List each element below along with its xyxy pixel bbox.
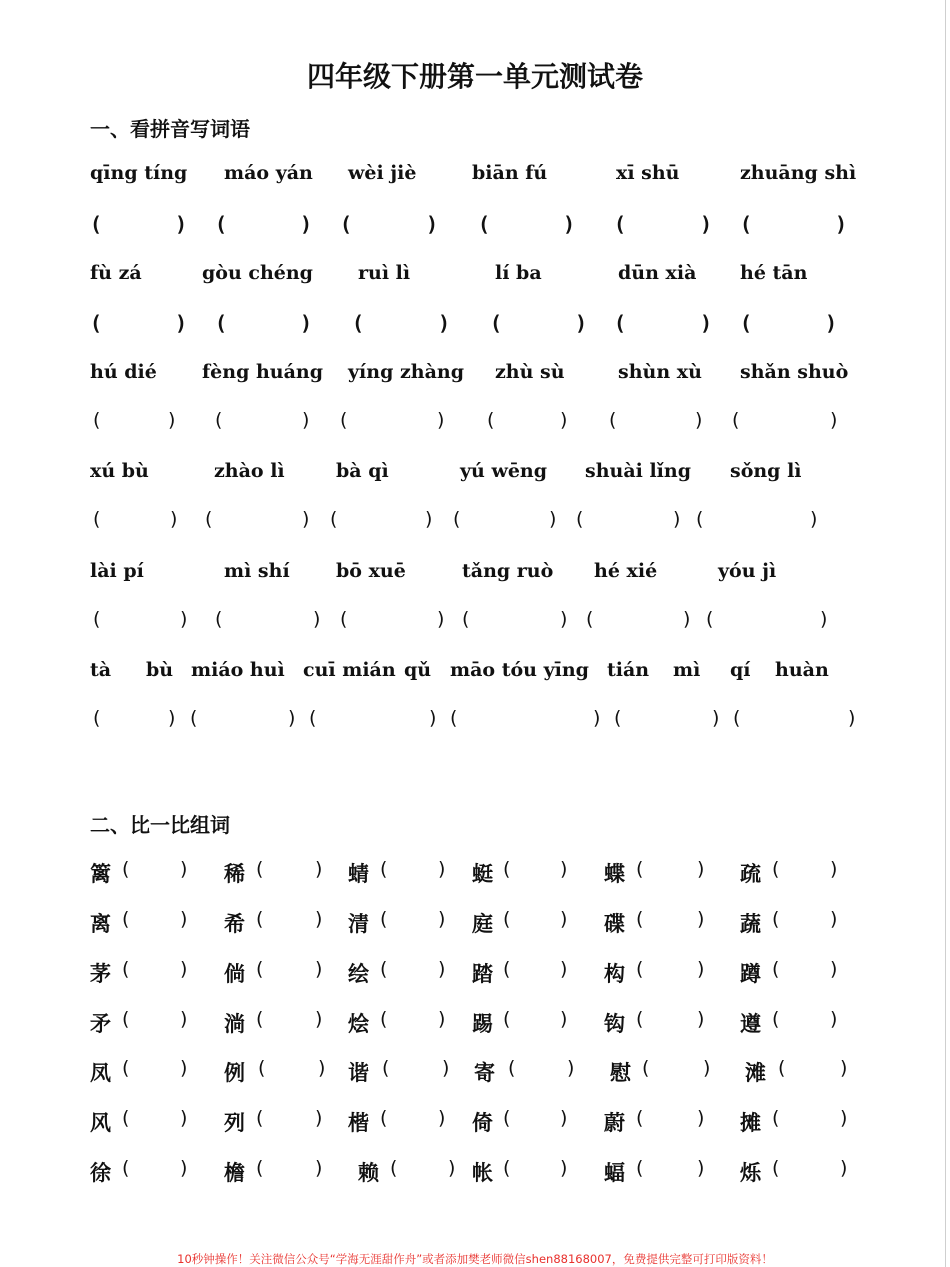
close-paren: ) [560, 958, 568, 980]
pinyin-word: yóu jì [718, 560, 777, 582]
word-row-5 [0, 1057, 950, 1087]
pinyin-word: xī shū [616, 162, 680, 184]
open-paren: ( [772, 908, 780, 930]
close-paren: ) [438, 1107, 446, 1129]
char: 蔬 [740, 912, 761, 936]
close-paren: ) [697, 1008, 705, 1030]
close-paren: ) [175, 212, 188, 236]
pinyin-word: māo tóu yīng [450, 659, 589, 681]
open-paren: ( [636, 858, 644, 880]
pinyin-row-2 [0, 262, 950, 292]
close-paren: ) [697, 1107, 705, 1129]
open-paren: ( [382, 1057, 390, 1079]
char: 希 [224, 912, 245, 936]
close-paren: ) [318, 1057, 326, 1079]
close-paren: ) [593, 707, 601, 729]
open-paren: ( [503, 1008, 511, 1030]
open-paren: ( [636, 1107, 644, 1129]
pinyin-word: fèng huáng [202, 361, 324, 383]
pinyin-word: ruì lì [358, 262, 411, 284]
close-paren: ) [313, 608, 321, 630]
open-paren: ( [772, 1008, 780, 1030]
pinyin-row-1 [0, 162, 950, 192]
char: 离 [90, 912, 111, 936]
close-paren: ) [426, 212, 439, 236]
open-paren: ( [380, 1008, 388, 1030]
answer-row-1 [0, 212, 950, 242]
close-paren: ) [438, 908, 446, 930]
open-paren: ( [503, 908, 511, 930]
answer-row-4 [0, 508, 950, 538]
open-paren: ( [490, 311, 503, 335]
open-paren: ( [93, 707, 101, 729]
open-paren: ( [609, 409, 617, 431]
close-paren: ) [315, 858, 323, 880]
pinyin-word: tián [607, 659, 650, 681]
open-paren: ( [93, 508, 101, 530]
close-paren: ) [180, 958, 188, 980]
char: 寄 [474, 1061, 495, 1085]
close-paren: ) [438, 311, 451, 335]
open-paren: ( [614, 707, 622, 729]
close-paren: ) [180, 1107, 188, 1129]
pinyin-word: tǎng ruò [462, 560, 554, 582]
close-paren: ) [695, 409, 703, 431]
close-paren: ) [315, 1157, 323, 1179]
pinyin-word: bù [146, 659, 174, 681]
open-paren: ( [90, 212, 103, 236]
open-paren: ( [122, 1057, 130, 1079]
char: 倘 [224, 962, 245, 986]
char: 风 [90, 1111, 111, 1135]
open-paren: ( [503, 1107, 511, 1129]
pinyin-row-6 [0, 659, 950, 689]
char: 帐 [472, 1161, 493, 1185]
answer-row-6 [0, 707, 950, 737]
close-paren: ) [560, 608, 568, 630]
open-paren: ( [487, 409, 495, 431]
open-paren: ( [778, 1057, 786, 1079]
pinyin-word: lài pí [90, 560, 144, 582]
open-paren: ( [740, 311, 753, 335]
open-paren: ( [205, 508, 213, 530]
close-paren: ) [560, 1008, 568, 1030]
char: 遵 [740, 1012, 761, 1036]
answer-row-5 [0, 608, 950, 638]
close-paren: ) [437, 608, 445, 630]
pinyin-word: zhù sù [495, 361, 565, 383]
word-row-1 [0, 858, 950, 888]
close-paren: ) [835, 212, 848, 236]
open-paren: ( [450, 707, 458, 729]
char: 檐 [224, 1161, 245, 1185]
section2-heading: 二、比一比组词 [90, 813, 230, 837]
close-paren: ) [840, 1057, 848, 1079]
pinyin-word: qīng tíng [90, 162, 188, 184]
answer-row-2 [0, 311, 950, 341]
pinyin-word: lí ba [495, 262, 542, 284]
open-paren: ( [256, 1157, 264, 1179]
char: 蹲 [740, 962, 761, 986]
open-paren: ( [636, 958, 644, 980]
open-paren: ( [772, 1107, 780, 1129]
close-paren: ) [180, 1008, 188, 1030]
open-paren: ( [732, 409, 740, 431]
open-paren: ( [122, 858, 130, 880]
open-paren: ( [576, 508, 584, 530]
close-paren: ) [302, 409, 310, 431]
char: 徐 [90, 1161, 111, 1185]
close-paren: ) [697, 1157, 705, 1179]
close-paren: ) [830, 409, 838, 431]
close-paren: ) [560, 858, 568, 880]
char: 疏 [740, 862, 761, 886]
close-paren: ) [180, 608, 188, 630]
char: 摊 [740, 1111, 761, 1135]
close-paren: ) [703, 1057, 711, 1079]
char: 慰 [610, 1061, 631, 1085]
pinyin-word: yú wēng [460, 460, 548, 482]
pinyin-word: hú dié [90, 361, 157, 383]
pinyin-word: mì [673, 659, 701, 681]
close-paren: ) [180, 1157, 188, 1179]
close-paren: ) [810, 508, 818, 530]
open-paren: ( [256, 958, 264, 980]
close-paren: ) [560, 409, 568, 431]
section1-heading: 一、看拼音写词语 [90, 117, 250, 141]
open-paren: ( [93, 409, 101, 431]
close-paren: ) [168, 409, 176, 431]
pinyin-word: hé tān [740, 262, 808, 284]
open-paren: ( [453, 508, 461, 530]
close-paren: ) [560, 1157, 568, 1179]
close-paren: ) [567, 1057, 575, 1079]
pinyin-word: yíng zhàng [348, 361, 464, 383]
close-paren: ) [315, 1008, 323, 1030]
open-paren: ( [503, 1157, 511, 1179]
open-paren: ( [122, 958, 130, 980]
pinyin-word: zhào lì [214, 460, 285, 482]
close-paren: ) [288, 707, 296, 729]
pinyin-word: zhuāng shì [740, 162, 857, 184]
pinyin-word: qí [730, 659, 751, 681]
char: 倚 [472, 1111, 493, 1135]
close-paren: ) [683, 608, 691, 630]
pinyin-word: qǔ [404, 659, 432, 681]
close-paren: ) [170, 508, 178, 530]
char: 列 [224, 1111, 245, 1135]
close-paren: ) [442, 1057, 450, 1079]
close-paren: ) [825, 311, 838, 335]
char: 烩 [348, 1012, 369, 1036]
pinyin-row-4 [0, 460, 950, 490]
char: 篱 [90, 862, 111, 886]
word-row-4 [0, 1008, 950, 1038]
pinyin-word: sǒng lì [730, 460, 802, 482]
open-paren: ( [636, 1008, 644, 1030]
char: 楷 [348, 1111, 369, 1135]
open-paren: ( [215, 608, 223, 630]
open-paren: ( [696, 508, 704, 530]
close-paren: ) [830, 858, 838, 880]
char: 滩 [745, 1061, 766, 1085]
close-paren: ) [315, 958, 323, 980]
close-paren: ) [549, 508, 557, 530]
answer-row-3 [0, 409, 950, 439]
close-paren: ) [820, 608, 828, 630]
open-paren: ( [740, 212, 753, 236]
pinyin-word: hé xié [594, 560, 658, 582]
open-paren: ( [733, 707, 741, 729]
open-paren: ( [122, 1157, 130, 1179]
pinyin-word: bō xuē [336, 560, 406, 582]
char: 矛 [90, 1012, 111, 1036]
open-paren: ( [340, 608, 348, 630]
close-paren: ) [560, 908, 568, 930]
open-paren: ( [503, 958, 511, 980]
close-paren: ) [712, 707, 720, 729]
close-paren: ) [560, 1107, 568, 1129]
close-paren: ) [563, 212, 576, 236]
pinyin-row-5 [0, 560, 950, 590]
close-paren: ) [302, 508, 310, 530]
char: 蜻 [348, 862, 369, 886]
open-paren: ( [390, 1157, 398, 1179]
open-paren: ( [642, 1057, 650, 1079]
close-paren: ) [830, 1008, 838, 1030]
char: 淌 [224, 1012, 245, 1036]
open-paren: ( [258, 1057, 266, 1079]
pinyin-word: biān fú [472, 162, 548, 184]
close-paren: ) [840, 1107, 848, 1129]
pinyin-word: fù zá [90, 262, 142, 284]
close-paren: ) [438, 858, 446, 880]
open-paren: ( [93, 608, 101, 630]
open-paren: ( [462, 608, 470, 630]
open-paren: ( [330, 508, 338, 530]
char: 清 [348, 912, 369, 936]
open-paren: ( [380, 908, 388, 930]
char: 踢 [472, 1012, 493, 1036]
pinyin-word: shǎn shuò [740, 361, 849, 383]
close-paren: ) [697, 858, 705, 880]
char: 钩 [604, 1012, 625, 1036]
char: 烁 [740, 1161, 761, 1185]
pinyin-word: máo yán [224, 162, 313, 184]
pinyin-word: dūn xià [618, 262, 697, 284]
close-paren: ) [315, 1107, 323, 1129]
open-paren: ( [478, 212, 491, 236]
open-paren: ( [256, 858, 264, 880]
char: 蝠 [604, 1161, 625, 1185]
open-paren: ( [340, 212, 353, 236]
char: 绘 [348, 962, 369, 986]
char: 稀 [224, 862, 245, 886]
open-paren: ( [215, 409, 223, 431]
char: 庭 [472, 912, 493, 936]
close-paren: ) [438, 958, 446, 980]
open-paren: ( [215, 311, 228, 335]
pinyin-word: wèi jiè [348, 162, 417, 184]
open-paren: ( [614, 311, 627, 335]
char: 例 [224, 1061, 245, 1085]
pinyin-word: gòu chéng [202, 262, 313, 284]
pinyin-word: huàn [775, 659, 829, 681]
close-paren: ) [697, 908, 705, 930]
open-paren: ( [122, 1107, 130, 1129]
char: 蝶 [604, 862, 625, 886]
close-paren: ) [673, 508, 681, 530]
open-paren: ( [636, 908, 644, 930]
open-paren: ( [772, 1157, 780, 1179]
open-paren: ( [772, 858, 780, 880]
word-row-3 [0, 958, 950, 988]
close-paren: ) [437, 409, 445, 431]
close-paren: ) [840, 1157, 848, 1179]
word-row-2 [0, 908, 950, 938]
close-paren: ) [697, 958, 705, 980]
pinyin-word: mì shí [224, 560, 290, 582]
char: 蜓 [472, 862, 493, 886]
close-paren: ) [425, 508, 433, 530]
open-paren: ( [503, 858, 511, 880]
open-paren: ( [122, 1008, 130, 1030]
char: 踏 [472, 962, 493, 986]
close-paren: ) [830, 908, 838, 930]
close-paren: ) [175, 311, 188, 335]
open-paren: ( [90, 311, 103, 335]
open-paren: ( [380, 958, 388, 980]
open-paren: ( [380, 1107, 388, 1129]
word-row-7 [0, 1157, 950, 1187]
close-paren: ) [830, 958, 838, 980]
open-paren: ( [586, 608, 594, 630]
close-paren: ) [438, 1008, 446, 1030]
char: 谐 [348, 1061, 369, 1085]
open-paren: ( [256, 908, 264, 930]
pinyin-word: bà qì [336, 460, 389, 482]
close-paren: ) [700, 212, 713, 236]
char: 茅 [90, 962, 111, 986]
promo-footer: 10秒钟操作！关注微信公众号“学海无涯甜作舟”或者添加樊老师微信shen88168007，免费提供完整可打印版资料！ [177, 1252, 773, 1266]
open-paren: ( [636, 1157, 644, 1179]
open-paren: ( [380, 858, 388, 880]
close-paren: ) [180, 1057, 188, 1079]
open-paren: ( [352, 311, 365, 335]
open-paren: ( [309, 707, 317, 729]
pinyin-word: shùn xù [618, 361, 702, 383]
close-paren: ) [180, 908, 188, 930]
char: 构 [604, 962, 625, 986]
pinyin-word: cuī mián [303, 659, 396, 681]
open-paren: ( [215, 212, 228, 236]
pinyin-row-3 [0, 361, 950, 391]
pinyin-word: shuài lǐng [585, 460, 692, 482]
open-paren: ( [772, 958, 780, 980]
word-row-6 [0, 1107, 950, 1137]
open-paren: ( [340, 409, 348, 431]
close-paren: ) [448, 1157, 456, 1179]
page-title: 四年级下册第一单元测试卷 [306, 60, 643, 93]
close-paren: ) [168, 707, 176, 729]
close-paren: ) [848, 707, 856, 729]
open-paren: ( [256, 1107, 264, 1129]
close-paren: ) [429, 707, 437, 729]
close-paren: ) [575, 311, 588, 335]
close-paren: ) [700, 311, 713, 335]
open-paren: ( [256, 1008, 264, 1030]
close-paren: ) [300, 212, 313, 236]
open-paren: ( [614, 212, 627, 236]
open-paren: ( [122, 908, 130, 930]
close-paren: ) [180, 858, 188, 880]
pinyin-word: xú bù [90, 460, 149, 482]
open-paren: ( [706, 608, 714, 630]
close-paren: ) [300, 311, 313, 335]
open-paren: ( [190, 707, 198, 729]
char: 碟 [604, 912, 625, 936]
close-paren: ) [315, 908, 323, 930]
char: 赖 [358, 1161, 379, 1185]
char: 凤 [90, 1061, 111, 1085]
pinyin-word: tà [90, 659, 112, 681]
pinyin-word: miáo huì [191, 659, 285, 681]
char: 蔚 [604, 1111, 625, 1135]
open-paren: ( [508, 1057, 516, 1079]
